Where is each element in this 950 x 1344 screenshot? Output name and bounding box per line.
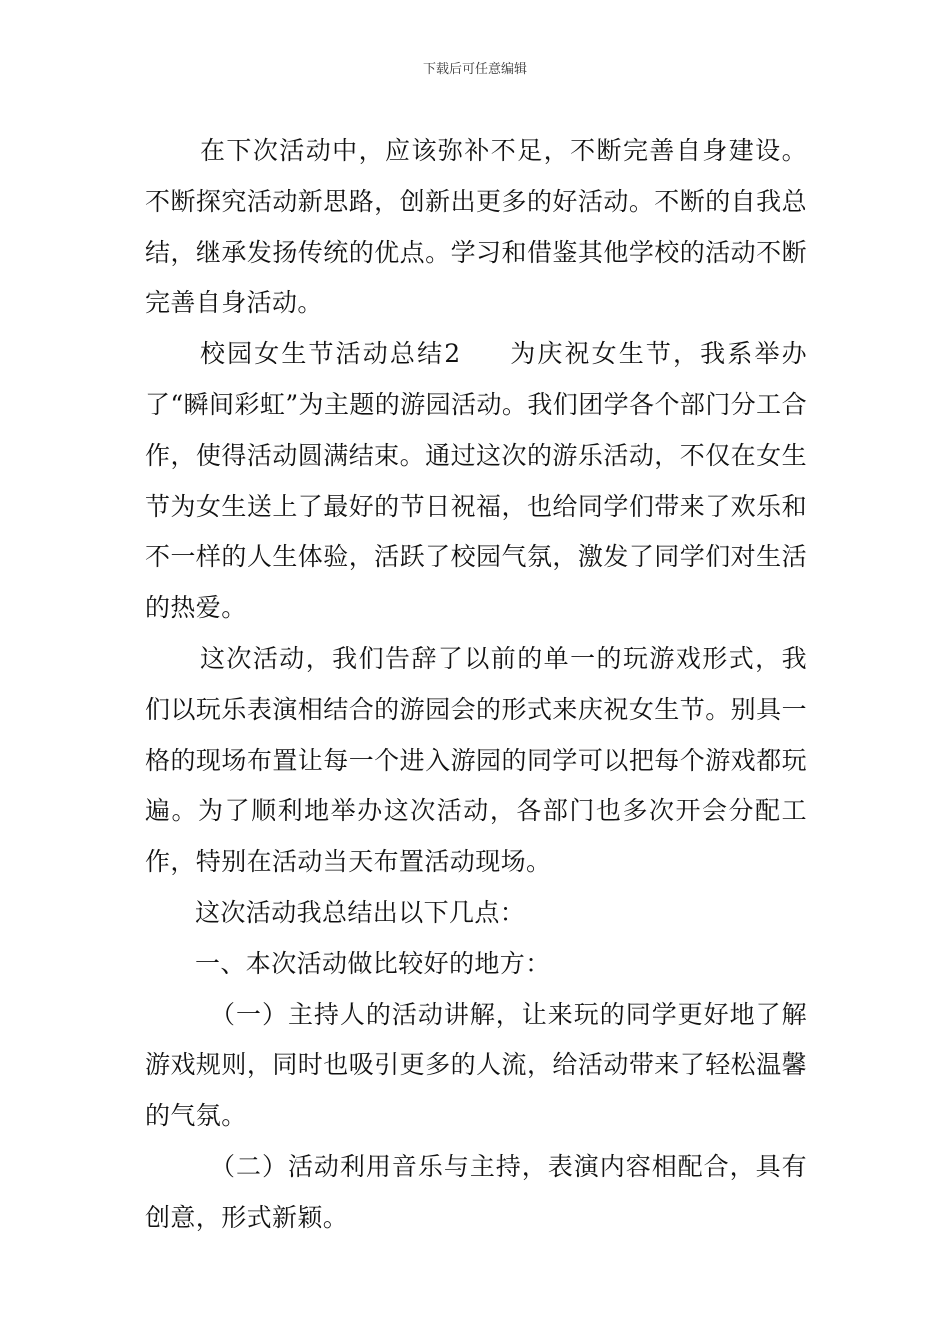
paragraph-improvement: 在下次活动中，应该弥补不足，不断完善自身建设。不断探究活动新思路，创新出更多的好活动。不断的自我总结，继承发扬传统的优点。学习和借鉴其他学校的活动不断完善自身活动。 <box>145 136 807 318</box>
section-intro-text: 为庆祝女生节，我系举办了“瞬间彩虹”为主题的游园活动。我们团学各个部门分工合作，使得活动圆满结束。通过这次的游乐活动，不仅在女生节为女生送上了最好的节日祝福，也给同学们带来了欢乐和不一样的人生体验，活跃了校园气氛，激发了同学们对生活的热爱。 <box>145 339 807 623</box>
paragraph-summary-points: 这次活动我总结出以下几点： <box>195 897 526 927</box>
document-body <box>145 126 807 1244</box>
paragraph-activity-form: 这次活动，我们告辞了以前的单一的玩游戏形式，我们以玩乐表演相结合的游园会的形式来庆祝女生节。别具一格的现场布置让每一个进入游园的同学可以把每个游戏都玩遍。为了顺利地举办这次活动，各部门也多次开会分配工作，特别在活动当天布置活动现场。 <box>145 643 807 877</box>
heading-good-points: 一、本次活动做比较好的地方： <box>195 948 551 978</box>
point-music-performance: （二）活动利用音乐与主持，表演内容相配合，具有创意，形式新颖。 <box>145 1151 807 1232</box>
point-host-explanation: （一）主持人的活动讲解，让来玩的同学更好地了解游戏规则，同时也吸引更多的人流，给活动带来了轻松温馨的气氛。 <box>145 999 807 1131</box>
page-header-note: 下载后可任意编辑 <box>422 62 527 77</box>
section-title: 校园女生节活动总结2 <box>200 339 461 369</box>
paragraph-summary-2 <box>145 329 807 634</box>
